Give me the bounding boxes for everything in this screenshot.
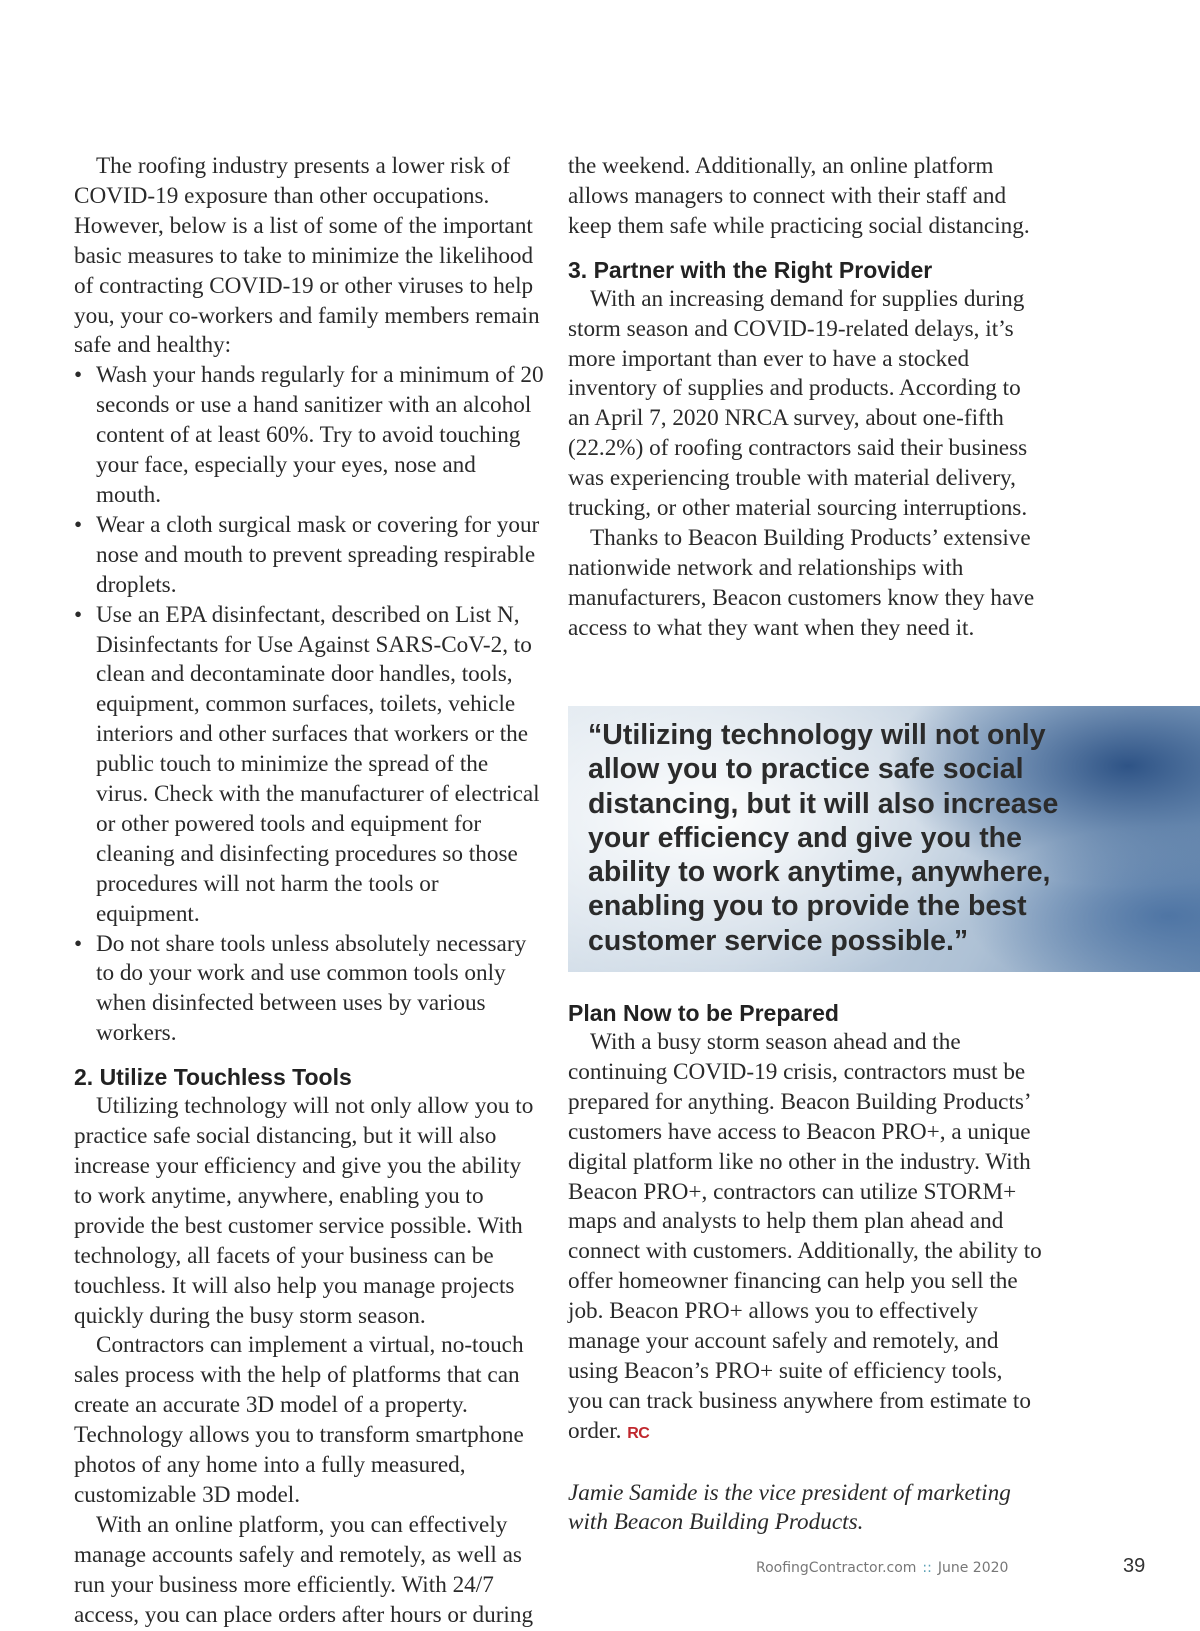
bullet-icon: • (74, 930, 83, 957)
rc-end-mark-icon: RC (627, 1424, 650, 1442)
safety-bullet-list (74, 361, 544, 1049)
author-byline: Jamie Samide is the vice president of marketing with Beacon Building Products. (568, 1479, 1011, 1536)
list-item: • Wear a cloth surgical mask or covering for your nose and mouth to prevent spreading respirable droplets. (74, 511, 540, 598)
list-item: • Wash your hands regularly for a minimum of 20 seconds or use a hand sanitizer with an alcohol content of at least 60%. Try to avoid touching your face, especially your eyes, nose and mouth. (74, 362, 544, 508)
body-paragraph: Utilizing technology will not only allow you to practice safe social distancing, but it will also increase your efficiency and give you the ability to work anytime, anywhere, enabling you to provide the best customer service possible. With technology, all facets of your business can be touchless. It will also help you manage projects quickly during the busy storm season. (74, 1093, 534, 1329)
list-item: • Use an EPA disinfectant, described on List N, Disinfectants for Use Against SARS-CoV-2, to clean and decontaminate door handles, tools, equipment, common surfaces, toilets, vehicle interiors and other surfaces that workers or the public touch to minimize the spread of the virus. Check with the manufacturer of electrical or other powered tools and equipment for cleaning and disinfecting procedures so those procedures will not harm the tools or equipment. (74, 601, 540, 927)
bullet-icon: • (74, 362, 83, 389)
continuation-paragraph: the weekend. Additionally, an online platform allows managers to connect with their staff and keep them safe while practicing social distancing. (568, 153, 1030, 239)
section-heading: 2. Utilize Touchless Tools (74, 1064, 352, 1091)
body-paragraph: With an online platform, you can effectively manage accounts safely and remotely, as well as run your business more efficiently. With 24/7 access, you can place orders after hours or during (74, 1511, 534, 1628)
pull-quote-text: “Utilizing technology will not only allow you to practice safe social distancing, but it will also increase your efficiency and give you the ability to work anytime, anywhere, enabling you to provide the best customer service possible.” (588, 719, 1059, 957)
body-paragraph: With a busy storm season ahead and the continuing COVID-19 crisis, contractors must be prepared for anything. Beacon Building Products’ customers have access to Beacon PRO+, a unique digital platform like no other in the industry. With Beacon PRO+, contractors can utilize STORM+ maps and analysts to help them plan ahead and connect with customers. Additionally, the ability to offer homeowner financing can help you sell the job. Beacon PRO+ allows you to effectively manage your account safely and remotely, and using Beacon’s PRO+ suite of efficiency tools, you can track business anywhere from estimate to order. RC (568, 1029, 1042, 1444)
right-column-lower (568, 999, 1043, 1538)
footer-issue: June 2020 (937, 1560, 1009, 1576)
page-number: 39 (1123, 1555, 1146, 1577)
left-column (74, 152, 544, 1631)
body-paragraph: With an increasing demand for supplies during storm season and COVID-19-related delays, it’s more important than ever to have a stocked inventory of supplies and products. According to an April 7, 2020 NRCA survey, about one-fifth (22.2%) of roofing contractors said their business was experiencing trouble with material delivery, trucking, or other material sourcing interruptions. (568, 285, 1028, 522)
intro-paragraph: The roofing industry presents a lower risk of COVID-19 exposure than other occupations. However, below is a list of some of the important basic measures to take to minimize the likelihood of contracting COVID-19 or other viruses to help you, your co-workers and family members remain safe and healthy: (74, 153, 540, 359)
body-paragraph: Thanks to Beacon Building Products’ extensive nationwide network and relationships with manufacturers, Beacon customers know they have access to what they want when they need it. (568, 524, 1035, 641)
list-item: • Do not share tools unless absolutely necessary to do your work and use common tools only when disinfected between uses by various workers. (74, 930, 527, 1047)
body-paragraph: Contractors can implement a virtual, no-touch sales process with the help of platforms that can create an accurate 3D model of a property. Technology allows you to transform smartphone photos of any home into a fully measured, customizable 3D model. (74, 1332, 524, 1508)
page-footer (756, 1560, 1008, 1576)
section-heading: 3. Partner with the Right Provider (568, 256, 933, 283)
bullet-icon: • (74, 511, 83, 538)
section-heading: Plan Now to be Prepared (568, 1000, 839, 1026)
pull-quote-box (568, 706, 1200, 972)
footer-site: RoofingContractor.com (756, 1560, 917, 1576)
right-column (568, 152, 1043, 644)
bullet-icon: • (74, 601, 83, 628)
footer-separator: :: (922, 1560, 932, 1576)
